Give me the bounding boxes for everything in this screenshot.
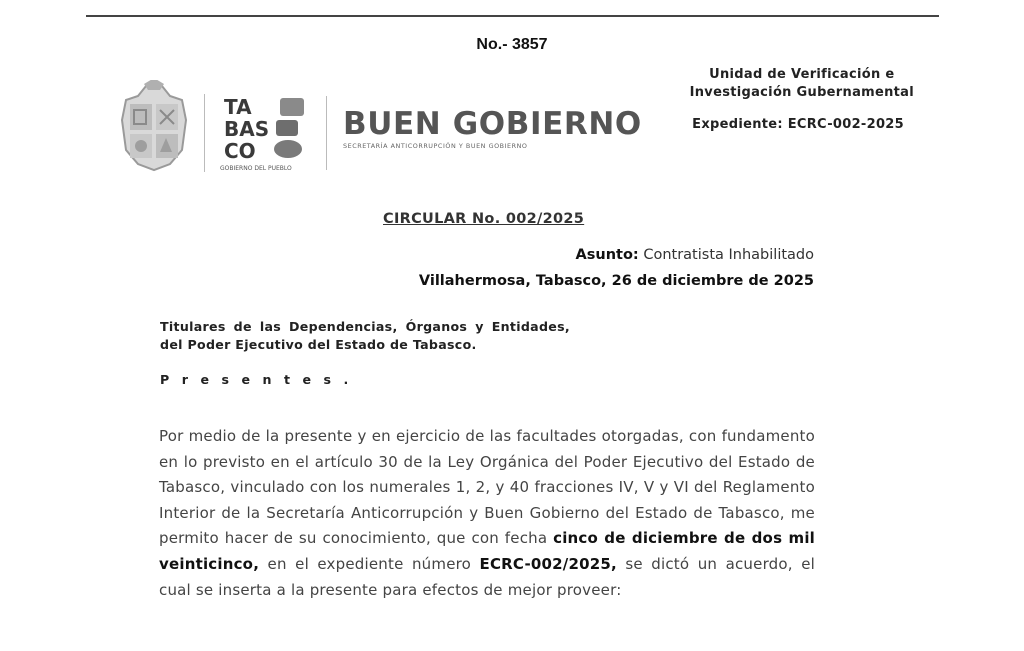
- tabasco-logo: [218, 94, 314, 172]
- document-number: No.- 3857: [476, 36, 548, 53]
- brand-subtitle: SECRETARÍA ANTICORRUPCIÓN Y BUEN GOBIERNO: [343, 142, 528, 150]
- body-text-3: se dictó un acuerdo, el cual se inserta a la presente para efectos de mejor proveer:: [159, 554, 815, 599]
- state-seal-logo: [116, 80, 192, 172]
- place-date: Villahermosa, Tabasco, 26 de diciembre de 2025: [418, 273, 814, 289]
- subject-value: Contratista Inhabilitado: [643, 247, 814, 263]
- body-text-2: en el expediente número: [259, 554, 480, 573]
- presentes-salutation: Presentes.: [160, 372, 361, 387]
- tabasco-logo-line1: TA: [224, 95, 252, 119]
- subject-line: [576, 247, 814, 263]
- logo-divider: [326, 96, 327, 170]
- subject-label: Asunto:: [575, 247, 639, 263]
- body-case-number-bold: ECRC-002/2025,: [479, 554, 617, 573]
- tabasco-logo-line2: BAS: [224, 117, 270, 141]
- unit-line-2: Investigación Gubernamental: [689, 85, 914, 100]
- body-paragraph: [159, 424, 815, 603]
- top-rule: [86, 15, 939, 17]
- body-date-bold: cinco de diciembre de dos mil veinticinco,: [159, 529, 815, 573]
- body-text-1: Por medio de la presente y en ejercicio de las facultades otorgadas, con fundamento en lo previsto en el artículo 30 de la Ley Orgánica del Poder Ejecutivo del Estado de Tabasco, vinculado con los numerales 1, 2, y 40 fracciones IV, V y VI del Reglamento Interior de la Secretaría Anticorrupción y Buen Gobierno del Estado de Tabasco, me permito hacer de su conocimiento, que con fecha: [159, 427, 815, 548]
- tabasco-logo-line3: CO: [224, 139, 256, 163]
- unit-line-1: Unidad de Verificación e: [709, 67, 895, 82]
- addressee: Titulares de las Dependencias, Órganos y Entidades, del Poder Ejecutivo del Estado de Tabasco.: [160, 319, 570, 352]
- unit-heading: [690, 66, 914, 102]
- logo-divider: [204, 94, 205, 172]
- circular-title: CIRCULAR No. 002/2025: [383, 211, 585, 227]
- brand-title: BUEN GOBIERNO: [343, 106, 642, 142]
- tabasco-logo-tagline: GOBIERNO DEL PUEBLO: [220, 165, 292, 172]
- expediente-label: Expediente: ECRC-002-2025: [692, 117, 904, 132]
